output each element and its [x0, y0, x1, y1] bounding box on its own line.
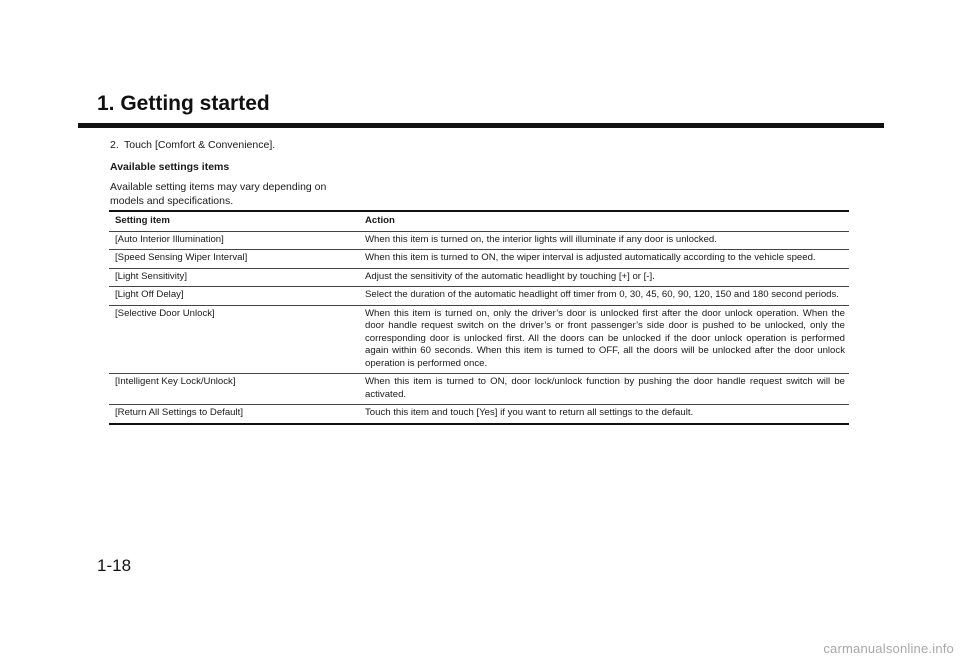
setting-item-cell: [Selective Door Unlock] — [109, 305, 359, 374]
instruction-step: 2. Touch [Comfort & Convenience]. — [110, 139, 276, 151]
table-row — [109, 405, 849, 424]
column-header-action: Action — [359, 211, 849, 231]
title-divider — [78, 123, 884, 128]
setting-item-cell: [Light Sensitivity] — [109, 268, 359, 287]
settings-table — [109, 210, 849, 425]
table-row — [109, 374, 849, 405]
setting-item-cell: [Return All Settings to Default] — [109, 405, 359, 424]
action-cell: Select the duration of the automatic headlight off timer from 0, 30, 45, 60, 90, 120, 150 and 180 second periods. — [359, 287, 849, 306]
setting-item-cell: [Speed Sensing Wiper Interval] — [109, 250, 359, 269]
site-watermark: carmanualsonline.info — [823, 641, 954, 656]
table-row — [109, 250, 849, 269]
action-cell: When this item is turned to ON, door lock/unlock function by pushing the door handle request switch will be activated. — [359, 374, 849, 405]
action-cell: When this item is turned to ON, the wiper interval is adjusted automatically according to the vehicle speed. — [359, 250, 849, 269]
table-row — [109, 305, 849, 374]
section-title: 1. Getting started — [97, 92, 270, 115]
table-row — [109, 231, 849, 250]
action-cell: Touch this item and touch [Yes] if you want to return all settings to the default. — [359, 405, 849, 424]
subsection-heading: Available settings items — [110, 161, 230, 173]
table-row — [109, 268, 849, 287]
action-cell: When this item is turned on, the interior lights will illuminate if any door is unlocked. — [359, 231, 849, 250]
action-cell: When this item is turned on, only the driver’s door is unlocked first after the door unlock operation. When the door handle request switch on the driver’s or front passenger’s side door is pushed to be unlocked, only the corresponding door is unlocked first. All the doors can be unlocked if the door unlock operation is performed again within 60 seconds. When this item is turned to OFF, all the doors will be unlocked after the door unlock operation is performed once. — [359, 305, 849, 374]
intro-block — [110, 138, 360, 216]
table-header-row — [109, 211, 849, 231]
setting-item-cell: [Auto Interior Illumination] — [109, 231, 359, 250]
column-header-setting-item: Setting item — [109, 211, 359, 231]
intro-description: Available setting items may vary depending on models and specifications. — [110, 181, 327, 207]
table-row — [109, 287, 849, 306]
setting-item-cell: [Intelligent Key Lock/Unlock] — [109, 374, 359, 405]
page-number: 1-18 — [97, 556, 132, 575]
action-cell: Adjust the sensitivity of the automatic headlight by touching [+] or [-]. — [359, 268, 849, 287]
setting-item-cell: [Light Off Delay] — [109, 287, 359, 306]
